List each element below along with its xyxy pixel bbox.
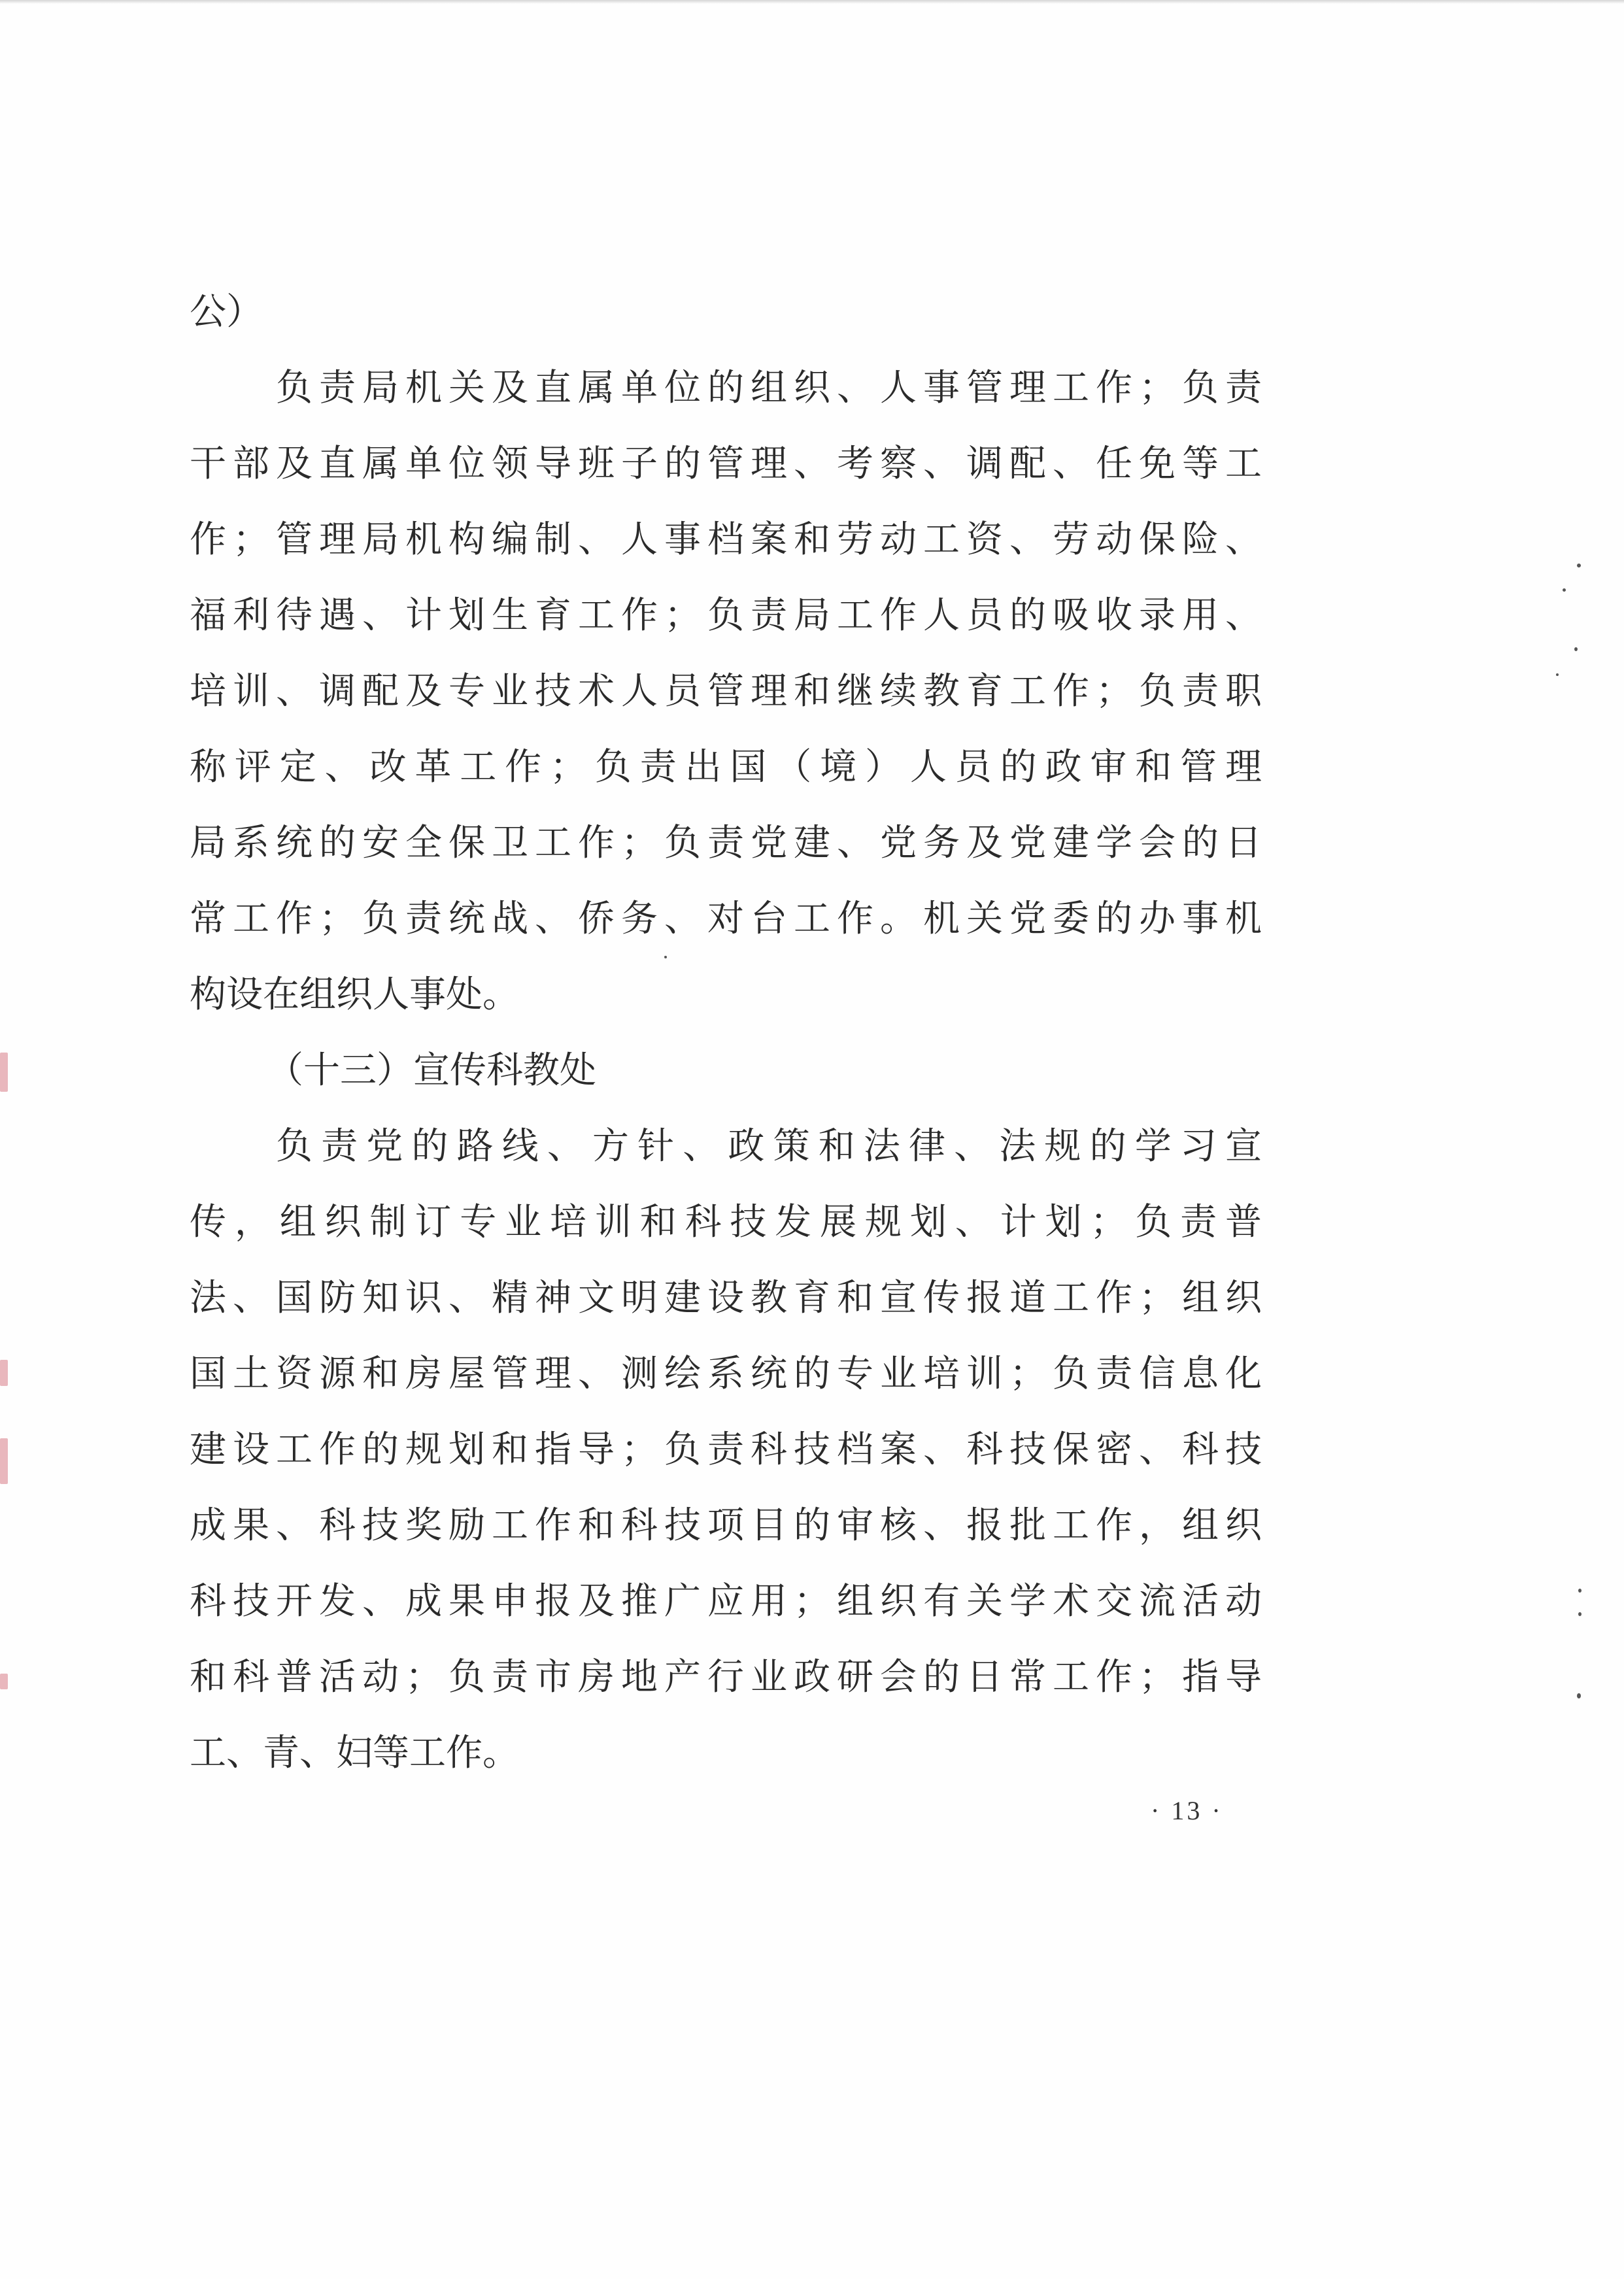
text-line: 构设在组织人事处。 <box>190 973 519 1016</box>
scan-speck <box>1578 1589 1582 1593</box>
scan-edge-mark <box>0 1360 8 1386</box>
body-text <box>190 275 1262 1791</box>
text-line: 培训、调配及专业技术人员管理和继续教育工作；负责职 <box>190 670 1262 713</box>
scan-edge-mark <box>0 1053 8 1092</box>
text-line: 公） <box>190 291 263 333</box>
scan-speck <box>1574 647 1578 651</box>
text-line: 和科普活动；负责市房地产行业政研会的日常工作；指导 <box>190 1656 1262 1698</box>
text-line: 常工作；负责统战、侨务、对台工作。机关党委的办事机 <box>190 898 1262 940</box>
text-line: 成果、科技奖励工作和科技项目的审核、报批工作，组织 <box>190 1504 1262 1547</box>
text-line: 福利待遇、计划生育工作；负责局工作人员的吸收录用、 <box>190 594 1262 637</box>
text-line: 传，组织制订专业培训和科技发展规划、计划；负责普 <box>190 1201 1262 1243</box>
scan-speck <box>664 956 667 958</box>
text-line: 国土资源和房屋管理、测绘系统的专业培训；负责信息化 <box>190 1353 1262 1395</box>
scan-speck <box>1577 1693 1581 1698</box>
text-line: 科技开发、成果申报及推广应用；组织有关学术交流活动 <box>190 1580 1262 1623</box>
text-line: 作；管理局机构编制、人事档案和劳动工资、劳动保险、 <box>190 518 1262 561</box>
text-line: 负责党的路线、方针、政策和法律、法规的学习宣 <box>276 1125 1262 1168</box>
text-line: 局系统的安全保卫工作；负责党建、党务及党建学会的日 <box>190 822 1262 864</box>
text-line: 干部及直属单位领导班子的管理、考察、调配、任免等工 <box>190 443 1262 485</box>
text-line: 负责局机关及直属单位的组织、人事管理工作；负责 <box>276 367 1262 409</box>
scan-speck <box>1578 1612 1582 1616</box>
scan-edge-mark <box>0 1674 8 1689</box>
text-line: 建设工作的规划和指导；负责科技档案、科技保密、科技 <box>190 1428 1262 1471</box>
text-line: 法、国防知识、精神文明建设教育和宣传报道工作；组织 <box>190 1277 1262 1319</box>
page-number: · 13 · <box>1151 1796 1223 1825</box>
text-line: 工、青、妇等工作。 <box>190 1732 519 1774</box>
scan-top-edge <box>0 0 1624 4</box>
scan-edge-mark <box>0 1438 8 1484</box>
scan-speck <box>1556 673 1559 676</box>
scan-speck <box>1577 564 1581 567</box>
scan-speck <box>1563 588 1566 592</box>
text-line: 称评定、改革工作；负责出国（境）人员的政审和管理 <box>190 746 1262 788</box>
section-heading: （十三）宣传科教处 <box>267 1049 596 1092</box>
